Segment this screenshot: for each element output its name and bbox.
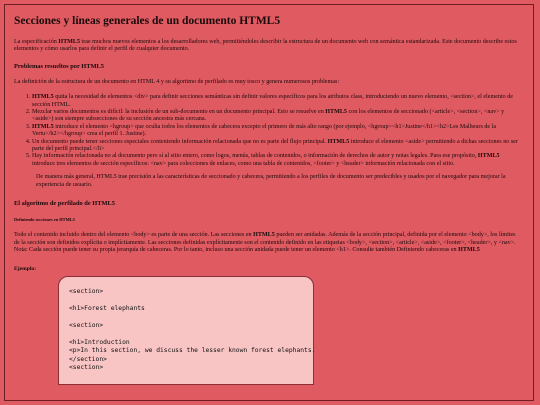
intro-paragraph: La especificación HTML5 trae muchos nuevos elementos a los desarrolladores web, permitiéndoles describir la estructura de un documento web con semántica estandarizada. Este documento describe estos elementos y cómo usarlos para definir el perfil de cualquier documento. — [14, 39, 517, 53]
algorithm-heading: El algoritmo de perfilado de HTML5 — [14, 200, 116, 208]
list-item: 2. Mezclar varios documentos es difícil: la inclusión de un sub-documento en un documento principal. Esto se resuelve en HTML5 con los elementos de seccionado (<article>, <section>, <nav> y <aside>) son siempre subsecciones de su sección ancestra más cercana. — [32, 109, 521, 124]
bold-term: HTML5 — [327, 138, 350, 145]
bold-term: HTML5 — [253, 232, 275, 239]
list-item: 3. HTML5 introduce el elemento <hgroup> que oculta todos los elementos de cabecera excepto el primero de más alto rango (por ejemplo, <hgroup><h1>Justine</h1><h2>Les Malheurs de la Vertu</h2></hgroup> crea el perfil 1. Justine). — [32, 124, 521, 139]
bold-term: HTML5 — [32, 123, 54, 130]
conclusion-paragraph: De manera más general, HTML5 trae precisión a las características de seccionado y cabecera, permitiendo a los perfiles de documento ser predecibles y usados por el navegador para mejorar la experiencia de usuario. — [36, 174, 506, 188]
bold-term: HTML5 — [477, 153, 500, 160]
code-example: <section> <h1>Forest elephants <section> <h1>Introduction <p>In this section, we discuss the lesser known forest elephants. </section> <section> — [58, 276, 314, 385]
bold-term: HTML5 — [58, 39, 80, 45]
problems-paragraph: La definición de la estructura de un documento en HTML 4 y su algoritmo de perfilado es muy tosco y genera numerosos problemas: — [14, 78, 340, 85]
example-label: Ejemplo: — [14, 266, 37, 273]
problems-heading: Problemas resueltos por HTML5 — [14, 62, 104, 70]
problems-list — [14, 94, 521, 168]
list-item: 4. Un documento puede tener secciones especiales conteniendo información relacionada que no es parte del flujo principal. HTML5 introduce el elemento <aside> permitiendo a dichas secciones no ser parte del perfil principal.</li> — [32, 139, 521, 154]
bold-term: HTML5 — [458, 246, 480, 253]
bold-term: HTML5 — [325, 109, 347, 116]
page-title: Secciones y líneas generales de un documento HTML5 — [14, 15, 281, 27]
list-item: 1. HTML5 quita la necesidad de elementos <div> para definir secciones semánticas sin definir valores específicos para los atributos class, introduciendo un nuevo elemento, <section>, el elemento de sección HTML. — [32, 94, 521, 109]
outline-paragraph: Todo el contenido incluido dentro del elemento <body> es parte de una sección. Las secciones en HTML5 pueden ser anidadas. Además de la sección principal, definida por el elemento <body>, los límites de la sección son definidos explícita o implícitamente. Las secciones definidas explícitamente son el contenido definido en las etiquetas <body>, <section>, <article>, <aside>, <footer>, <header>, y <nav>. Nota: Cada sección puede tener su propia jerarquía de cabeceras. Por lo tanto, incluso una sección anidada puede tener un elemento <h1>. Consulte también Definiendo cabeceras en HTML5 — [14, 232, 516, 253]
sections-subheading: Definiendo secciones en HTML5 — [14, 217, 75, 223]
bold-term: HTML5 — [32, 94, 54, 101]
list-item: 5. Hay información relacionada no al documento pero sí al sitio entero, como logos, menús, tablas de contenidos, o información de derechos de autor y notas legales. Para ese propósito, HTML5 introduce tres elementos de sección específicos: <nav> para colecciones de enlaces, como una tabla de contenidos, <footer> y <header> información relacionada con el sitio. — [32, 153, 521, 168]
document-page — [4, 4, 534, 401]
